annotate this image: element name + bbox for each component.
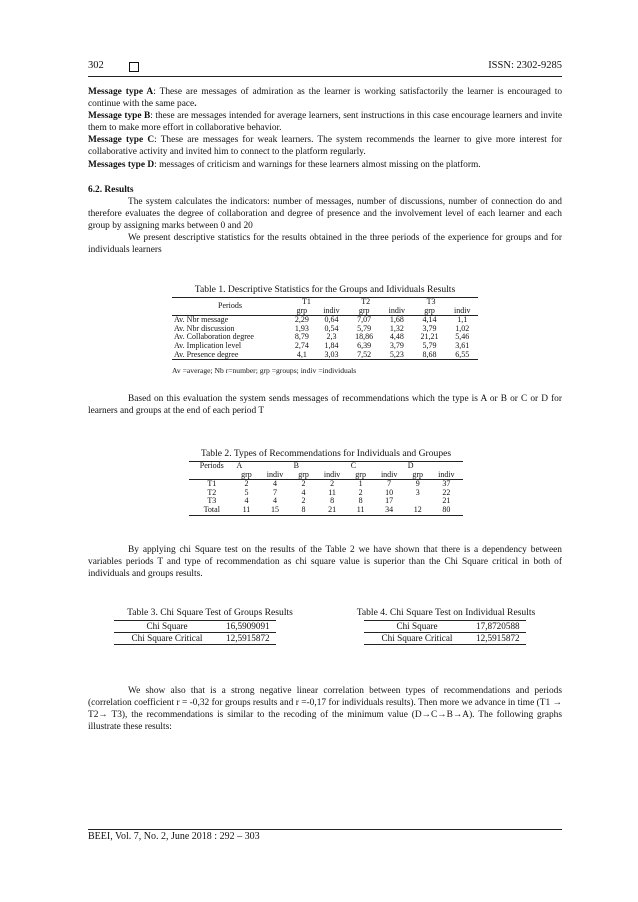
- table1-subheader: indiv: [454, 305, 471, 315]
- table-row: Chi Square 16,5909091: [114, 621, 276, 633]
- table1-subheader: grp: [358, 305, 370, 315]
- table-row: Chi Square Critical 12,5915872: [364, 633, 526, 645]
- table-row: T1 2 4 2 2 1 7 9 37: [207, 479, 451, 489]
- header-rule: [88, 76, 562, 77]
- footer-rule: [88, 829, 562, 830]
- table3-caption: Table 3. Chi Square Test of Groups Results: [127, 607, 293, 618]
- table1-period: T2: [361, 297, 371, 306]
- message-c: Message type C: These are messages for weak learners. The system recommends the learner to give more interest for collaborative activity and invited him to connect to the platform regularly.: [88, 135, 562, 158]
- table1-periods-header: Periods: [218, 301, 242, 311]
- table-row: Av. Nbr discussion 1,93 0,54 5,79 1,32 3,79 1,02: [174, 323, 470, 333]
- table1: [172, 297, 478, 360]
- table1-period: T3: [426, 297, 436, 306]
- section-paragraph-1: The system calculates the indicators: number of messages, number of discussions, number of connection do and therefore evaluates the degree of collaboration and degree of presence and the involvement level of each learner and each group by assigning marks between 0 and 20: [88, 197, 562, 232]
- table1-caption: Table 1. Descriptive Statistics for the Groups and Idividuals Results: [194, 284, 456, 295]
- table-row: Chi Square Critical 12,5915872: [114, 633, 276, 645]
- table-row: Av. Presence degree 4,1 3,03 7,52 5,23 8,68 6,55: [172, 351, 478, 360]
- table-row: Av. Collaboration degree 8,79 2,3 18,86 4,48 21,21 5,46: [174, 332, 470, 342]
- issn: ISSN: 2302-9285: [488, 60, 562, 71]
- message-d: Messages type D: messages of criticism and warnings for these learners almost missing on the platform.: [88, 159, 481, 170]
- section-heading: 6.2. Results: [88, 185, 134, 195]
- table2-caption: Table 2. Types of Recommendations for Individuals and Groupes: [200, 448, 452, 459]
- table3: [114, 620, 276, 645]
- table-row: Av. Nbr message 2,29 0,64 7,07 1,68 4,14 1,1: [174, 315, 468, 325]
- message-types: [88, 86, 562, 171]
- table1-subheader: indiv: [323, 305, 340, 315]
- table-row: Chi Square 17,8720588: [364, 621, 526, 633]
- table1-subheader: grp: [424, 305, 435, 315]
- table-row: Av. Implication level 2,74 1,84 6,39 3,79 5,79 3,61: [174, 340, 470, 350]
- table1-period: T1: [302, 297, 311, 306]
- message-a: Message type A: These are messages of admiration as the learner is working satisfactorily the learner is encouraged to continue with the same pace.: [88, 87, 563, 110]
- paragraph-chi-square: By applying chi Square test on the results of the Table 2 we have shown that there is a dependency between variables periods T and type of recommendation as chi square value is superior than the Chi Square critical in both of individuals and groups results.: [88, 545, 562, 580]
- table2: Periods A B C D grp indiv grp indiv grp indiv grp indiv T1 2 4 2 2 1 7 9 37 T2 5 7 4 11 2 10 3 22 T3 4 4 2 8 8 17 21 Total 11 15 8 21 11 34 12 80: [189, 461, 463, 516]
- table4: [364, 620, 526, 645]
- paragraph-recommendations: Based on this evaluation the system sends messages of recommendations which the type is A or B or C or D for learners and groups at the end of each period T: [88, 394, 562, 417]
- paragraph-correlation: We show also that is a strong negative linear correlation between types of recommendations and periods (correlation coefficient r = -0,32 for groups results and r =-0,17 for individuals results). Then more we advance in time (T1 → T2→ T3), the recommendations is similar to the recoding of the minimum value (D→C→B→A). The following graphs illustrate these results:: [88, 686, 562, 733]
- table-row: Total 11 15 8 21 11 34 12 80: [189, 506, 463, 515]
- results-section: [88, 184, 562, 257]
- page-number: 302: [88, 60, 104, 71]
- table4-caption: Table 4. Chi Square Test on Individual Results: [356, 607, 536, 618]
- table1-note: Av =average; Nb r=number; grp =groups; indiv =individuals: [172, 366, 357, 375]
- table2-periods-header: Periods: [199, 461, 224, 470]
- table-row: T2 5 7 4 11 2 10 3 22: [207, 487, 451, 497]
- footer-citation: BEEI, Vol. 7, No. 2, June 2018 : 292 – 303: [88, 831, 260, 842]
- table-row: T3 4 4 2 8 8 17 21: [207, 496, 451, 506]
- section-paragraph-2: We present descriptive statistics for the results obtained in the three periods of the experience for groups and for individuals learners: [88, 233, 562, 256]
- table1-subheader: indiv: [388, 305, 406, 315]
- table1-subheader: grp: [296, 305, 308, 315]
- square-icon: [129, 62, 139, 72]
- message-b: Message type B: these are messages intended for average learners, sent instructions in this case encourage learners and invite them to make more effort in collaborative behavior.: [88, 111, 563, 134]
